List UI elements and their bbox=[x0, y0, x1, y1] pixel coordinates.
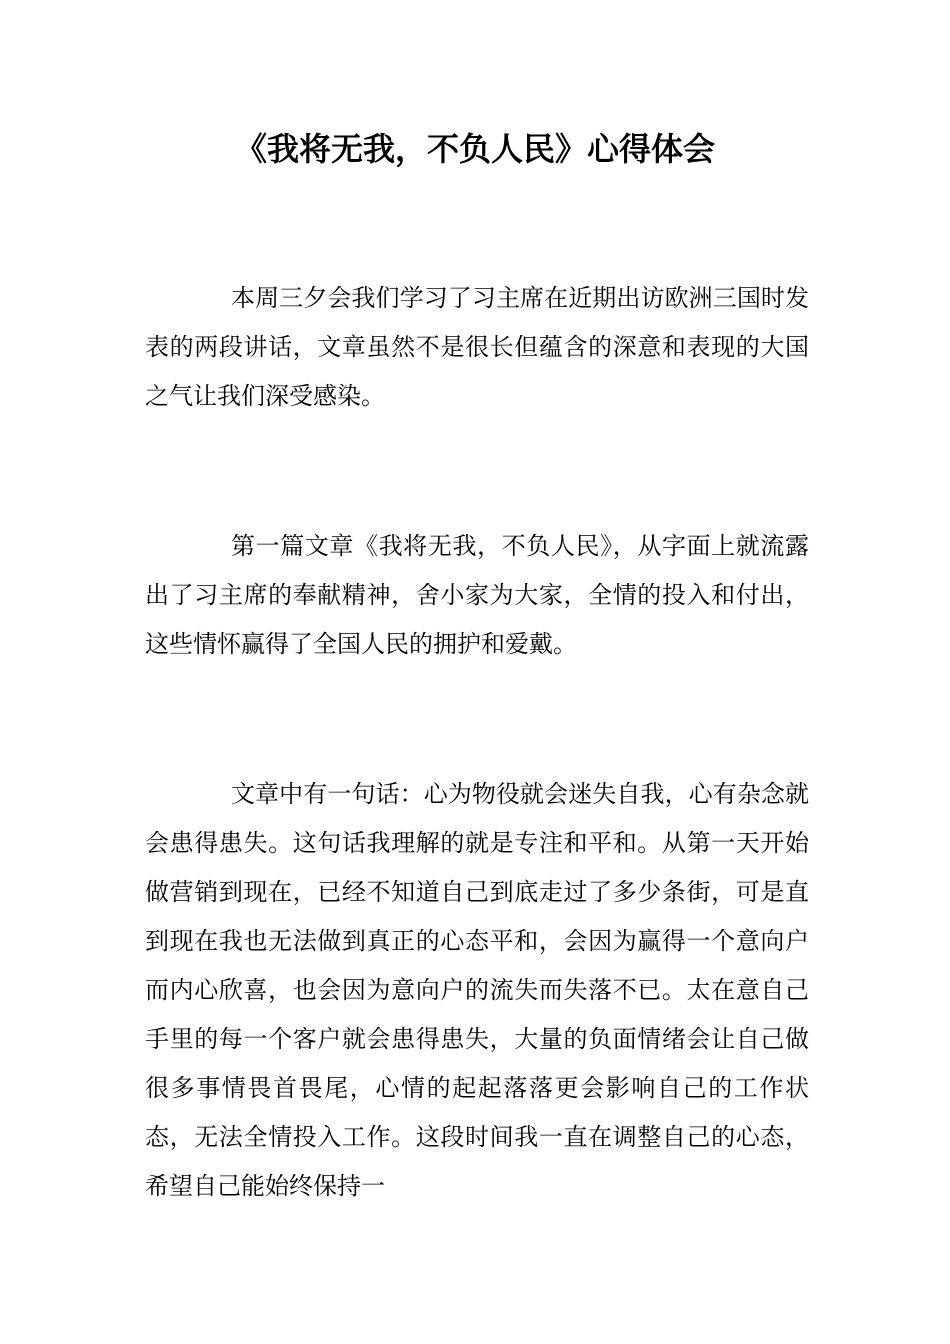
paragraph-3: 文章中有一句话：心为物役就会迷失自我，心有杂念就会患得患失。这句话我理解的就是专注和平和。从第一天开始做营销到现在，已经不知道自己到底走过了多少条街，可是直到现在我也无法做到真正的心态平和，会因为赢得一个意向户而内心欣喜，也会因为意向户的流失而失落不已。太在意自己手里的每一个客户就会患得患失，大量的负面情绪会让自己做很多事情畏首畏尾，心情的起起落落更会影响自己的工作状态，无法全情投入工作。这段时间我一直在调整自己的心态，希望自己能始终保持一 bbox=[145, 780, 809, 1200]
paragraph-2: 第一篇文章《我将无我，不负人民》，从字面上就流露出了习主席的奉献精神，舍小家为大家，全情的投入和付出，这些情怀赢得了全国人民的拥护和爱戴。 bbox=[145, 532, 809, 658]
document-title: 《我将无我，不负人民》心得体会 bbox=[234, 130, 715, 168]
paragraph-1: 本周三夕会我们学习了习主席在近期出访欧洲三国时发表的两段讲话，文章虽然不是很长但蕴含的深意和表现的大国之气让我们深受感染。 bbox=[145, 284, 809, 410]
